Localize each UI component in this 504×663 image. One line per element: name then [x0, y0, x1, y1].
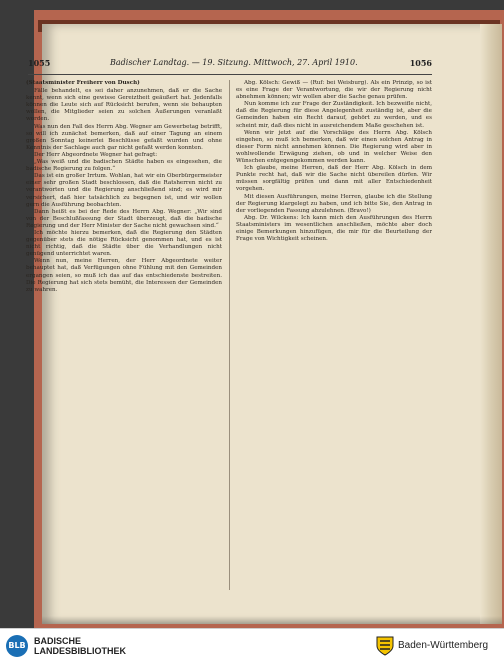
paragraph: Wenn wir jetzt auf die Vorschläge des Herrn Abg. Kölsch eingehen, so muß ich bemerken, daß wir einen solchen Antrag in dieser Form nicht annehmen können. Die Regierung wird aber in wohlwollende Erwägung ziehen, ob und in welcher Weise den Wünschen entgegengekommen werden kann.: [236, 129, 432, 165]
paragraph: „Was weiß und die badischen Städte haben es eingesehen, die badische Regierung zu folgen.“: [26, 159, 222, 173]
library-name[interactable]: [34, 636, 126, 656]
viewer-footer: [0, 628, 504, 663]
paragraph: Abg. Kölsch: Gewiß — (Ruf: bei Weisburg). Als ein Prinzip, so ist es eine Frage der Verantwortung, die wir der Regierung nicht abnehmen können; wir wollen aber die Sache genau prüfen.: [236, 80, 432, 101]
left-column: [26, 80, 222, 600]
column-divider: [229, 80, 230, 590]
paragraph: Was nun den Fall des Herrn Abg. Wegner am Gewerbetag betrifft, so will ich zunächst bemerken, daß auf einer Tagung an einem großen Sonntag keinerlei Beschlüsse gefaßt wurden und ohne Kenntnis der Sachlage auch gar nicht gefaßt werden konnten.: [26, 123, 222, 151]
paragraph: Ich möchte hierzu bemerken, daß die Regierung den Städten gegenüber stets die nötige Rücksicht genommen hat, und es ist nicht richtig, daß die Städte über die Verhandlungen nicht genügend unterrichtet waren.: [26, 229, 222, 258]
paragraph: Mit diesen Ausführungen, meine Herren, glaube ich die Stellung der Regierung klargelegt zu haben, und ich bitte Sie, den Antrag in der vorliegenden Fassung abzulehnen. (Bravo!): [236, 193, 432, 214]
paragraph: Ich glaube, meine Herren, daß der Herr Abg. Kölsch in dem Punkte recht hat, daß wir die Sache nicht übereilen dürfen. Wir müssen sorgfältig prüfen und dann mit aller Entschiedenheit vorgehen.: [236, 165, 432, 193]
paragraph: Fälle behandelt, es sei daher anzunehmen, daß er die Sache kennt, wenn sich eine gewisse Gereiztheit geäußert hat. Jedenfalls können die Leute sich auf Rücksicht berufen, wenn sie behaupten wollen, die Mitglieder seien zu solchen Äußerungen veranlaßt worden.: [26, 88, 222, 123]
running-title: Badischer Landtag. — 19. Sitzung. Mittwoch, 27. April 1910.: [110, 58, 358, 67]
speaker-heading: (Staatsminister Freiherr von Dusch): [26, 80, 140, 86]
coat-of-arms-icon: [376, 636, 394, 656]
paragraph: Wenn nun, meine Herren, der Herr Abgeordnete weiter behauptet hat, daß Verfügungen ohne Fühlung mit den Gemeinden ergangen seien, so muß ich das auf das entschiedenste bestreiten. Die Regierung hat sich stets bemüht, die Interessen der Gemeinden zu wahren.: [26, 258, 222, 293]
library-name-line2: LANDESBIBLIOTHEK: [34, 646, 126, 656]
running-head: [28, 58, 432, 72]
paragraph: Dann heißt es bei der Rede des Herrn Abg. Wegner: „Wir sind von der Beschlußfassung der Stadt überzeugt, daß die badische Regierung und der Herr Minister der Sache nicht gewachsen sind.“: [26, 208, 222, 229]
right-column: [236, 80, 432, 600]
state-name[interactable]: Baden-Württemberg: [398, 640, 489, 651]
header-rule: [28, 74, 432, 75]
page-number-left: 1055: [28, 58, 51, 68]
page-number-right: 1056: [409, 58, 432, 68]
blb-logo-icon[interactable]: BLB: [6, 635, 28, 657]
page-edge: [480, 24, 502, 624]
paragraph: Das ist ein großer Irrtum. Wohlan, hat wir ein Oberbürgermeister einer sehr großen Stadt beschlossen, daß die Ratsherren nicht zu verantworten und die Regierung anschließend sind; es wird mir versichert, daß hier tatsächlich zu begegnen ist, und wir wollen gern die Ausführung beobachten.: [26, 173, 222, 208]
paragraph: Nun komme ich zur Frage der Zuständigkeit. Ich bezweifle nicht, daß die Regierung für diese Angelegenheit zuständig ist, aber die Gemeinden haben ein Recht darauf, gehört zu werden, und es scheint mir, daß dies nicht in ausreichendem Maße geschehen ist.: [236, 101, 432, 129]
paragraph: Abg. Dr. Wilckens: Ich kann mich den Ausführungen des Herrn Staatsministers im wesentlichen anschließen, möchte aber doch einige Bemerkungen hinzufügen, die mir für die Beurteilung der Frage von Wichtigkeit scheinen.: [236, 214, 432, 243]
paragraph: Der Herr Abgeordnete Wegner hat gefragt:: [34, 151, 158, 158]
page-shadow: [42, 616, 502, 624]
library-name-line1: BADISCHE: [34, 636, 82, 646]
